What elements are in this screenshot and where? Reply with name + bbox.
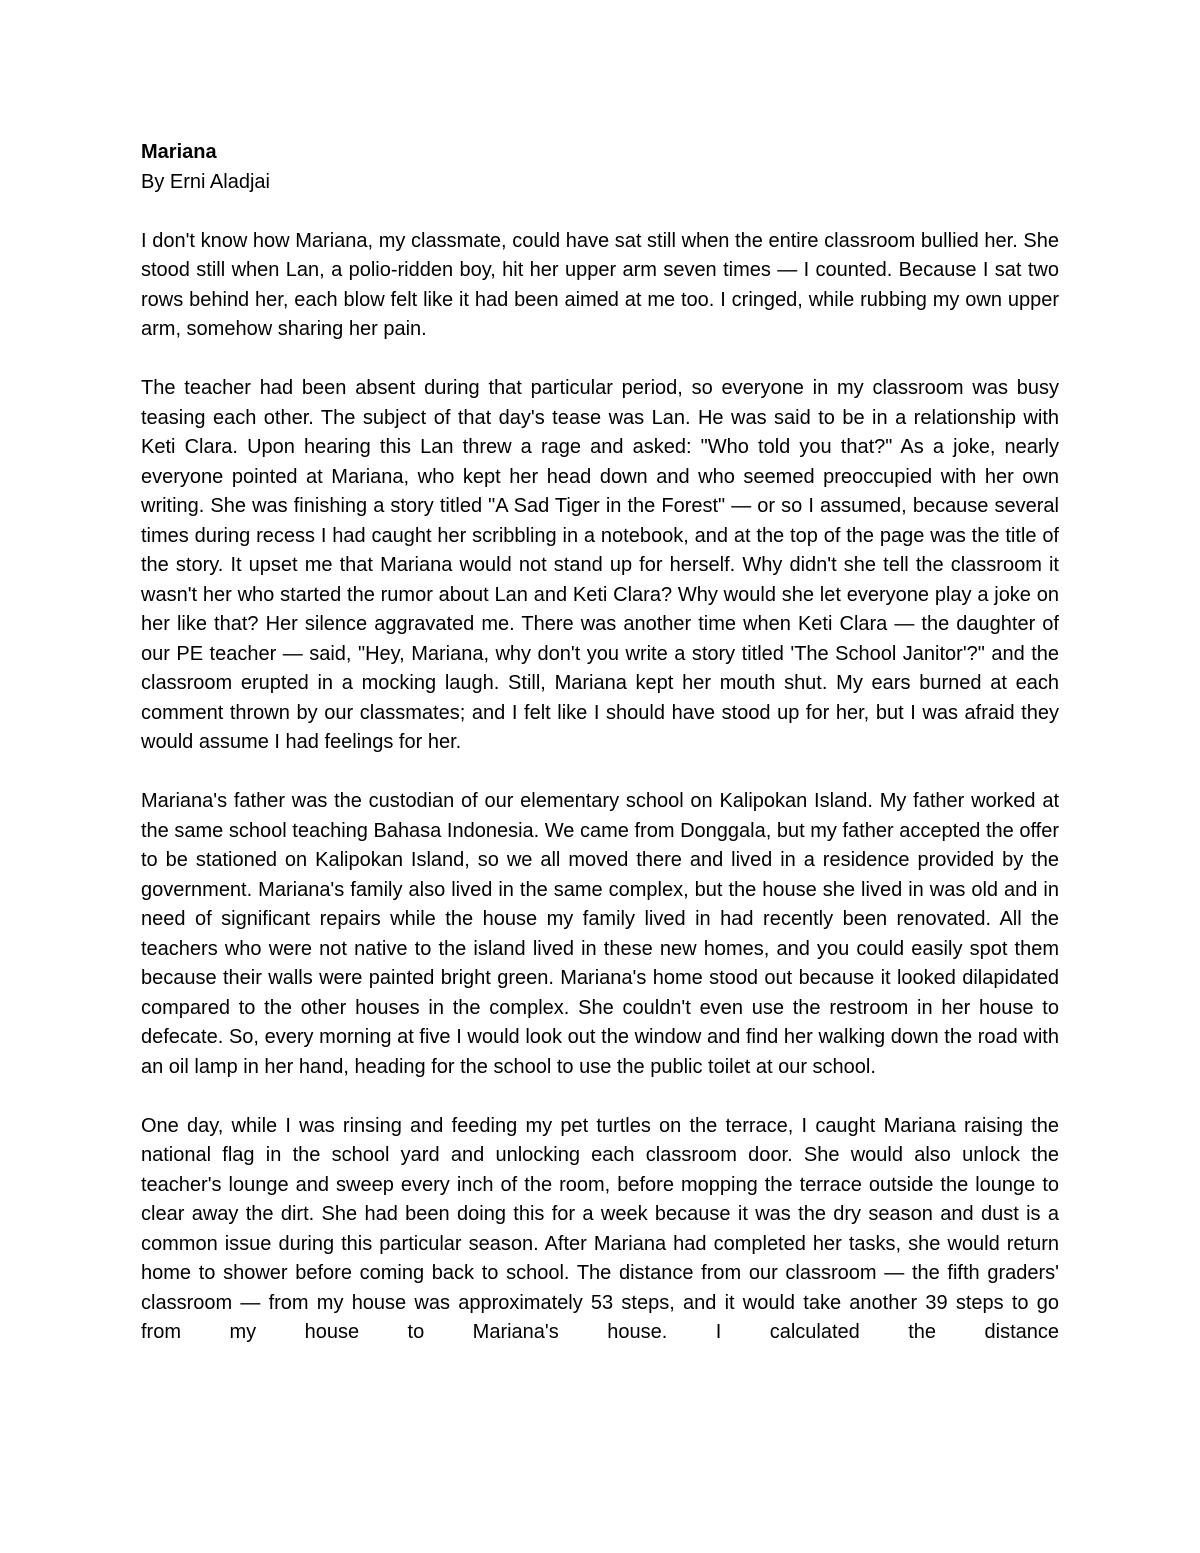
story-title: Mariana [141, 141, 217, 163]
paragraph-3: Mariana's father was the custodian of our elementary school on Kalipokan Island. My father worked at the same school teaching Bahasa Indonesia. We came from Donggala, but my father accepted the offer to be stationed on Kalipokan Island, so we all moved there and lived in a residence provided by the government. Mariana's family also lived in the same complex, but the house she lived in was old and in need of significant repairs while the house my family lived in had recently been renovated. All the teachers who were not native to the island lived in these new homes, and you could easily spot them because their walls were painted bright green. Mariana's home stood out because it looked dilapidated compared to the other houses in the complex. She couldn't even use the restroom in her house to defecate. So, every morning at five I would look out the window and find her walking down the road with an oil lamp in her hand, heading for the school to use the public toilet at our school. [141, 790, 1059, 1078]
author-byline: By Erni Aladjai [141, 170, 270, 193]
document-body [141, 138, 1059, 1348]
paragraph-4: One day, while I was rinsing and feeding my pet turtles on the terrace, I caught Mariana raising the national flag in the school yard and unlocking each classroom door. She would also unlock the teacher's lounge and sweep every inch of the room, before mopping the terrace outside the lounge to clear away the dirt. She had been doing this for a week because it was the dry season and dust is a common issue during this particular season. After Mariana had completed her tasks, she would return home to shower before coming back to school. The distance from our classroom — the fifth graders' classroom — from my house was approximately 53 steps, and it would take another 39 steps to go from my house to Mariana's house. I calculated the distance [141, 1114, 1059, 1343]
paragraph-2: The teacher had been absent during that particular period, so everyone in my classroom was busy teasing each other. The subject of that day's tease was Lan. He was said to be in a relationship with Keti Clara. Upon hearing this Lan threw a rage and asked: "Who told you that?" As a joke, nearly everyone pointed at Mariana, who kept her head down and who seemed preoccupied with her own writing. She was finishing a story titled "A Sad Tiger in the Forest" — or so I assumed, because several times during recess I had caught her scribbling in a notebook, and at the top of the page was the title of the story. It upset me that Mariana would not stand up for herself. Why didn't she tell the classroom it wasn't her who started the rumor about Lan and Keti Clara? Why would she let everyone play a joke on her like that? Her silence aggravated me. There was another time when Keti Clara — the daughter of our PE teacher — said, "Hey, Mariana, why don't you write a story titled 'The School Janitor'?" and the classroom erupted in a mocking laugh. Still, Mariana kept her mouth shut. My ears burned at each comment thrown by our classmates; and I felt like I should have stood up for her, but I was afraid they would assume I had feelings for her. [141, 377, 1059, 753]
paragraph-1: I don't know how Mariana, my classmate, could have sat still when the entire classroom bullied her. She stood still when Lan, a polio-ridden boy, hit her upper arm seven times — I counted. Because I sat two rows behind her, each blow felt like it had been aimed at me too. I cringed, while rubbing my own upper arm, somehow sharing her pain. [141, 229, 1059, 340]
